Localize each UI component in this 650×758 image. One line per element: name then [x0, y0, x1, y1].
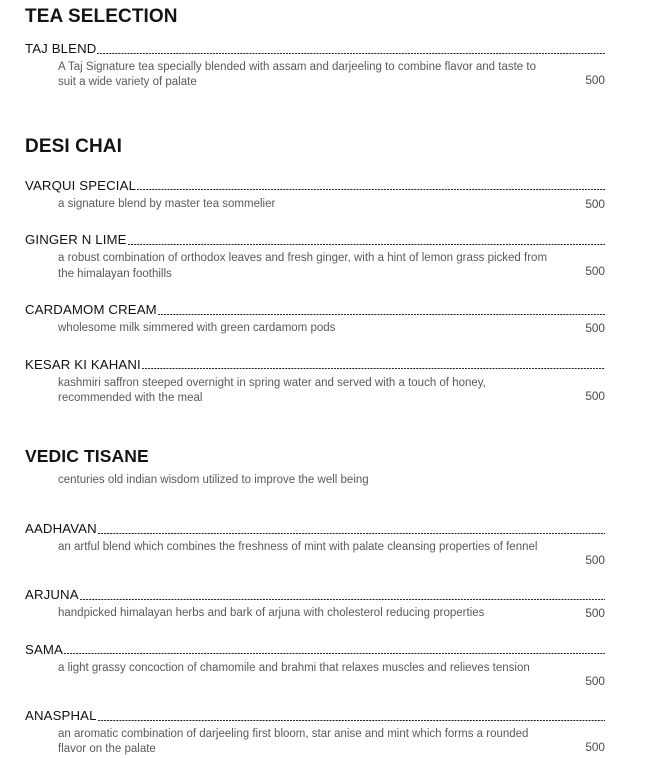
item-body	[25, 540, 605, 567]
section-heading-vedic-tisane: VEDIC TISANE	[25, 446, 149, 467]
item-price: 500	[585, 553, 605, 568]
dotted-leader	[142, 368, 605, 369]
item-description: kashmiri saffron steeped overnight in spring water and served with a touch of honey, recommended with the meal	[58, 376, 486, 404]
item-description: A Taj Signature tea specially blended with assam and darjeeling to combine flavor and taste to suit a wide variety of palate	[58, 61, 536, 89]
item-body	[25, 251, 605, 282]
dotted-leader	[80, 599, 605, 600]
item-title-row	[25, 709, 605, 722]
item-body	[25, 197, 605, 212]
menu-item-ginger-n-lime[interactable]	[25, 233, 605, 282]
item-body	[25, 727, 605, 758]
item-description: handpicked himalayan herbs and bark of arjuna with cholesterol reducing properties	[58, 607, 485, 620]
section-heading-tea-selection: TEA SELECTION	[25, 6, 178, 27]
dotted-leader	[97, 53, 605, 54]
item-title-row	[25, 179, 605, 192]
item-price: 500	[585, 264, 605, 279]
item-price: 500	[585, 740, 605, 755]
dotted-leader	[64, 653, 605, 654]
item-body	[25, 321, 605, 336]
item-price: 500	[585, 321, 605, 336]
item-price: 500	[585, 196, 605, 211]
item-price: 500	[585, 673, 605, 688]
menu-item-sama[interactable]	[25, 643, 605, 688]
item-description: a light grassy concoction of chamomile and brahmi that relaxes muscles and relieves tension	[58, 661, 530, 674]
item-description: an artful blend which combines the freshness of mint with palate cleansing properties of fennel	[58, 541, 538, 554]
item-name: AADHAVAN	[25, 520, 97, 536]
item-body	[25, 606, 605, 621]
item-name: ARJUNA	[25, 587, 79, 603]
menu-item-varqui-special[interactable]	[25, 179, 605, 212]
item-price: 500	[585, 606, 605, 621]
menu-item-cardamom-cream[interactable]	[25, 303, 605, 336]
item-name: GINGER N LIME	[25, 232, 127, 248]
dotted-leader	[98, 533, 605, 534]
item-title-row	[25, 522, 605, 535]
item-name: SAMA	[25, 641, 63, 657]
menu-item-aadhavan[interactable]	[25, 522, 605, 567]
item-description: a signature blend by master tea sommelier	[58, 197, 276, 210]
item-name: TAJ BLEND	[25, 41, 97, 56]
item-body	[25, 376, 605, 407]
dotted-leader	[137, 189, 605, 190]
item-title-row	[25, 42, 605, 55]
item-body	[25, 60, 605, 91]
dotted-leader	[158, 314, 605, 315]
item-description: an aromatic combination of darjeeling first bloom, star anise and mint which forms a rounded flavor on the palate	[58, 728, 529, 756]
item-name: CARDAMOM CREAM	[25, 302, 157, 318]
item-price: 500	[585, 73, 605, 88]
item-price: 500	[585, 388, 605, 403]
item-description: a robust combination of orthodox leaves and fresh ginger, with a hint of lemon grass picked from the himalayan foothills	[58, 252, 548, 280]
item-name: KESAR KI KAHANI	[25, 356, 141, 372]
item-title-row	[25, 233, 605, 246]
menu-item-arjuna[interactable]	[25, 588, 605, 621]
dotted-leader	[128, 244, 605, 245]
item-name: VARQUI SPECIAL	[25, 177, 137, 193]
menu-item-kesar-ki-kahani[interactable]	[25, 358, 605, 407]
item-title-row	[25, 588, 605, 601]
item-title-row	[25, 358, 605, 371]
section-heading-desi-chai: DESI CHAI	[25, 135, 122, 157]
item-title-row	[25, 643, 605, 656]
item-description: wholesome milk simmered with green cardamom pods	[58, 322, 336, 335]
dotted-leader	[98, 720, 605, 721]
menu-item-anasphal[interactable]	[25, 709, 605, 758]
item-title-row	[25, 303, 605, 316]
section-subtitle-vedic-tisane: centuries old indian wisdom utilized to improve the well being	[58, 473, 369, 486]
menu-item-taj-blend[interactable]	[25, 42, 605, 91]
item-body	[25, 661, 605, 688]
item-name: ANASPHAL	[25, 707, 97, 723]
